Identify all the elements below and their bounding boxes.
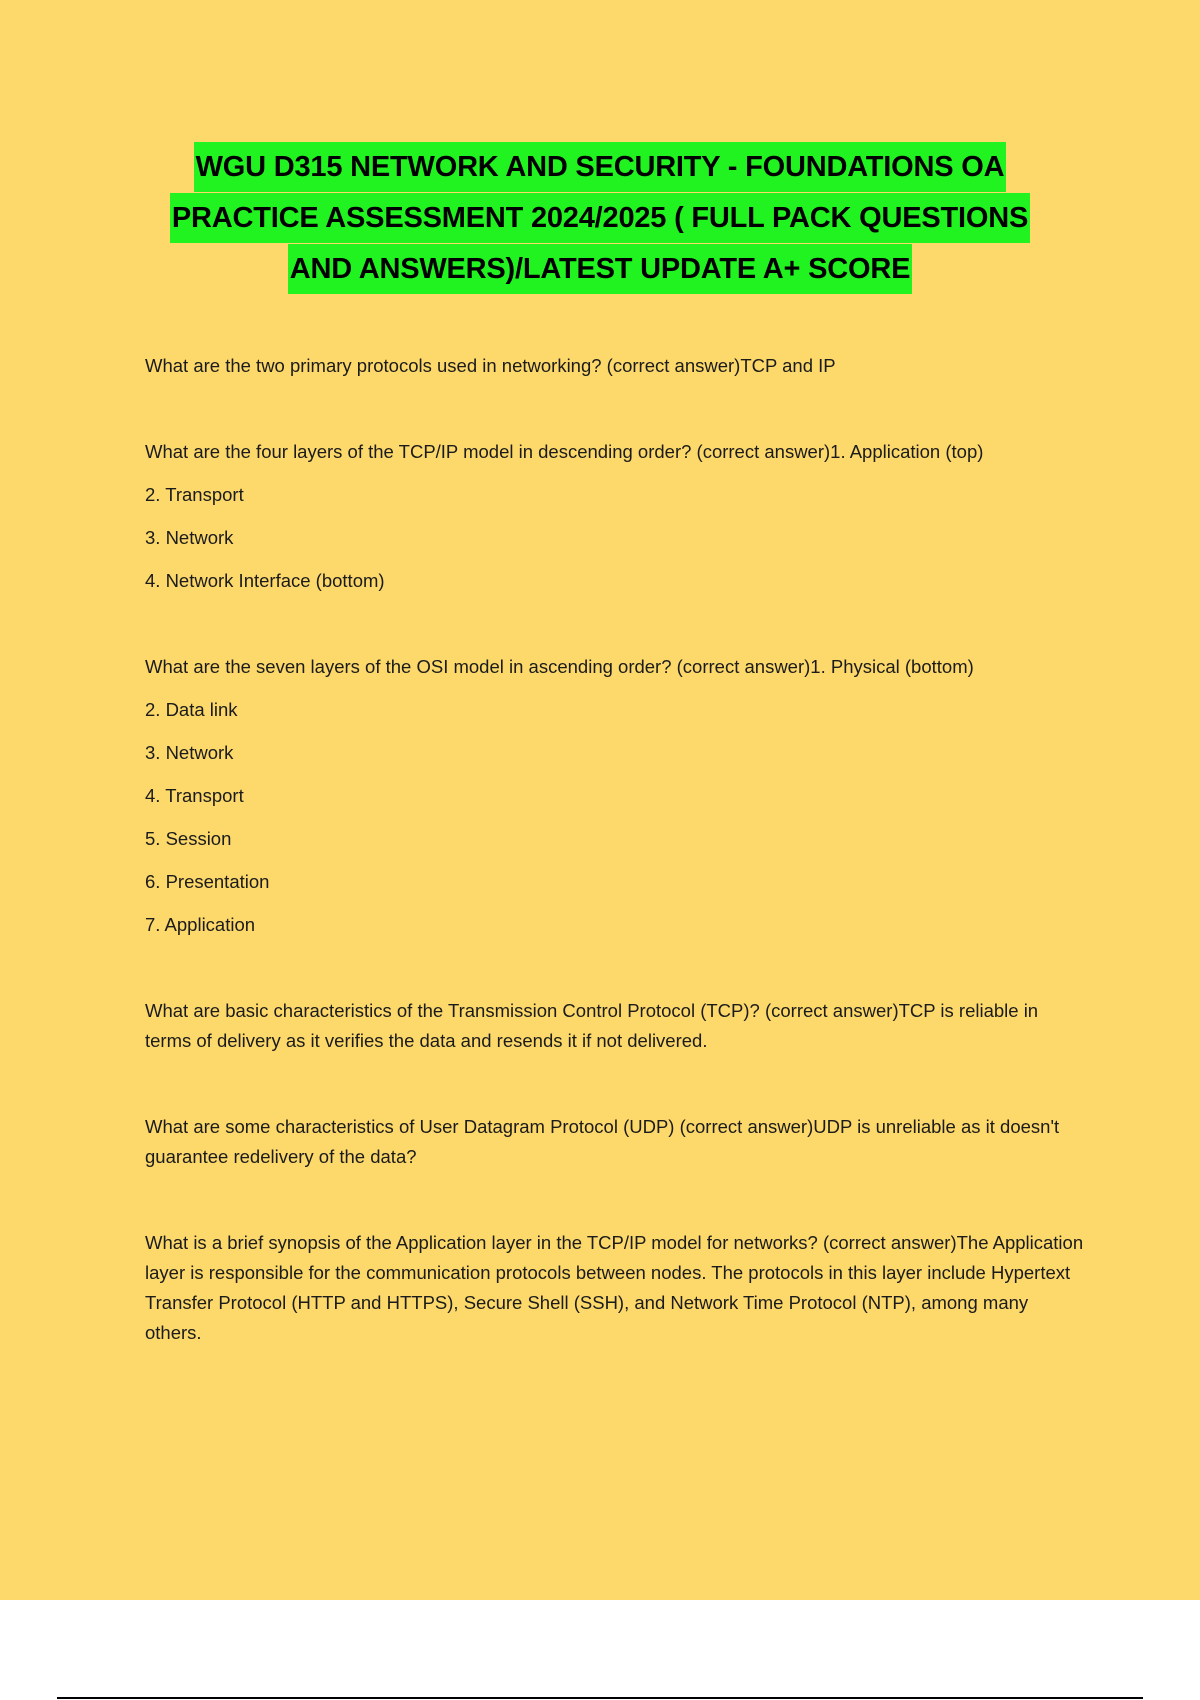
qa-list — [145, 351, 1085, 1348]
title-line-3: AND ANSWERS)/LATEST UPDATE A+ SCORE — [288, 244, 913, 294]
question-text: What are the four layers of the TCP/IP model in descending order? (correct answer)1. Application (top) — [145, 441, 984, 462]
qa-entry-2 — [145, 437, 1085, 596]
question-text: What are basic characteristics of the Transmission Control Protocol (TCP)? (correct answer)TCP is reliable in terms of delivery as it verifies the data and resends it if not delivered. — [145, 1000, 1039, 1051]
question-text: What are some characteristics of User Datagram Protocol (UDP) (correct answer)UDP is unreliable as it doesn't guarantee redelivery of the data? — [145, 1116, 1060, 1167]
qa-entry-5 — [145, 1112, 1085, 1172]
answer-item: 3. Network — [145, 527, 234, 548]
answer-item: 7. Application — [145, 914, 256, 935]
answer-item: 2. Data link — [145, 699, 238, 720]
answer-item: 6. Presentation — [145, 871, 270, 892]
title-line-1: WGU D315 NETWORK AND SECURITY - FOUNDATIONS OA — [194, 142, 1007, 192]
question-text: What are the two primary protocols used in networking? (correct answer)TCP and IP — [145, 355, 836, 376]
answer-item: 4. Transport — [145, 785, 244, 806]
document-title — [0, 142, 1200, 295]
qa-entry-1 — [145, 351, 1085, 381]
page-divider — [57, 1697, 1143, 1699]
answer-item: 5. Session — [145, 828, 232, 849]
question-text: What is a brief synopsis of the Application layer in the TCP/IP model for networks? (correct answer)The Application layer is responsible for the communication protocols between nodes. The protocols in this layer include Hypertext Transfer Protocol (HTTP and HTTPS), Secure Shell (SSH), and Network Time Protocol (NTP), among many others. — [145, 1232, 1084, 1343]
answer-item: 2. Transport — [145, 484, 244, 505]
title-line-2: PRACTICE ASSESSMENT 2024/2025 ( FULL PACK QUESTIONS — [170, 193, 1030, 243]
question-text: What are the seven layers of the OSI model in ascending order? (correct answer)1. Physical (bottom) — [145, 656, 974, 677]
qa-entry-3 — [145, 652, 1085, 940]
answer-item: 3. Network — [145, 742, 234, 763]
qa-entry-6 — [145, 1228, 1085, 1348]
answer-item: 4. Network Interface (bottom) — [145, 570, 385, 591]
qa-entry-4 — [145, 996, 1085, 1056]
